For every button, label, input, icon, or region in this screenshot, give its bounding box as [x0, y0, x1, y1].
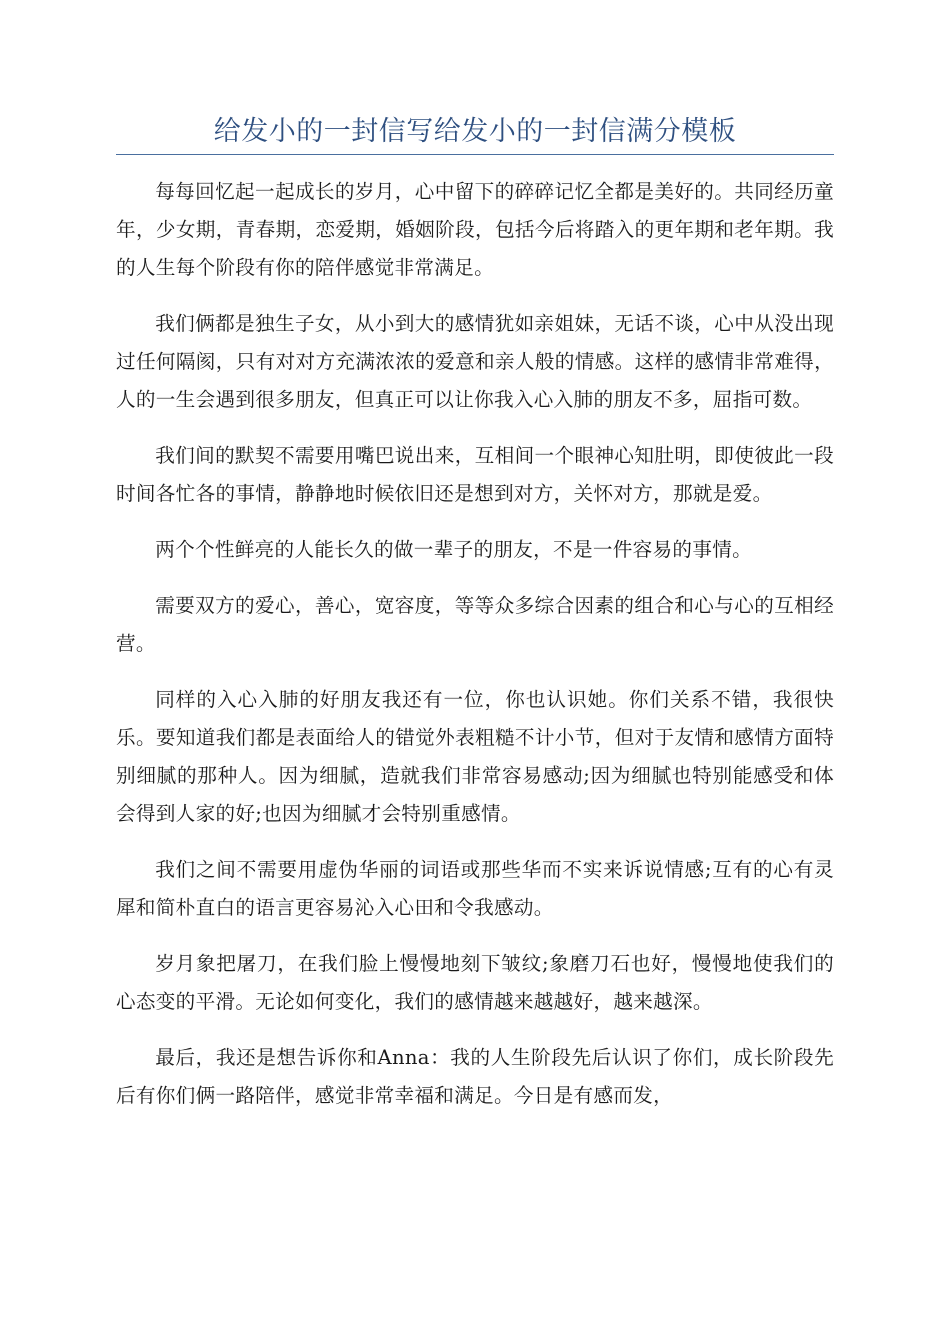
paragraph-9: 最后，我还是想告诉你和Anna：我的人生阶段先后认识了你们，成长阶段先后有你们俩一路陪伴，感觉非常幸福和满足。今日是有感而发， [116, 1046, 834, 1107]
paragraph-2: 我们俩都是独生子女，从小到大的感情犹如亲姐妹，无话不谈，心中从没出现过任何隔阂，只有对对方充满浓浓的爱意和亲人般的情感。这样的感情非常难得，人的一生会遇到很多朋友，但真正可以让你我入心入肺的朋友不多，屈指可数。 [116, 312, 834, 411]
letter-body [116, 173, 834, 1133]
paragraph-3: 我们间的默契不需要用嘴巴说出来，互相间一个眼神心知肚明，即使彼此一段时间各忙各的事情，静静地时候依旧还是想到对方，关怀对方，那就是爱。 [116, 444, 834, 505]
page-title: 给发小的一封信写给发小的一封信满分模板 [213, 116, 737, 147]
paragraph-1: 每每回忆起一起成长的岁月，心中留下的碎碎记忆全都是美好的。共同经历童年，少女期，青春期，恋爱期，婚姻阶段，包括今后将踏入的更年期和老年期。我的人生每个阶段有你的陪伴感觉非常满足。 [116, 180, 834, 279]
paragraph-8: 岁月象把屠刀，在我们脸上慢慢地刻下皱纹;象磨刀石也好，慢慢地使我们的心态变的平滑。无论如何变化，我们的感情越来越越好，越来越深。 [116, 952, 834, 1013]
title-underline [116, 154, 834, 155]
paragraph-7: 我们之间不需要用虚伪华丽的词语或那些华而不实来诉说情感;互有的心有灵犀和简朴直白的语言更容易沁入心田和令我感动。 [116, 858, 834, 919]
paragraph-4: 两个个性鲜亮的人能长久的做一辈子的朋友，不是一件容易的事情。 [155, 538, 752, 561]
paragraph-5: 需要双方的爱心，善心，宽容度，等等众多综合因素的组合和心与心的互相经营。 [116, 594, 834, 655]
paragraph-6: 同样的入心入肺的好朋友我还有一位，你也认识她。你们关系不错，我很快乐。要知道我们都是表面给人的错觉外表粗糙不计小节，但对于友情和感情方面特别细腻的那种人。因为细腻，造就我们非常容易感动;因为细腻也特别能感受和体会得到人家的好;也因为细腻才会特别重感情。 [116, 688, 834, 825]
